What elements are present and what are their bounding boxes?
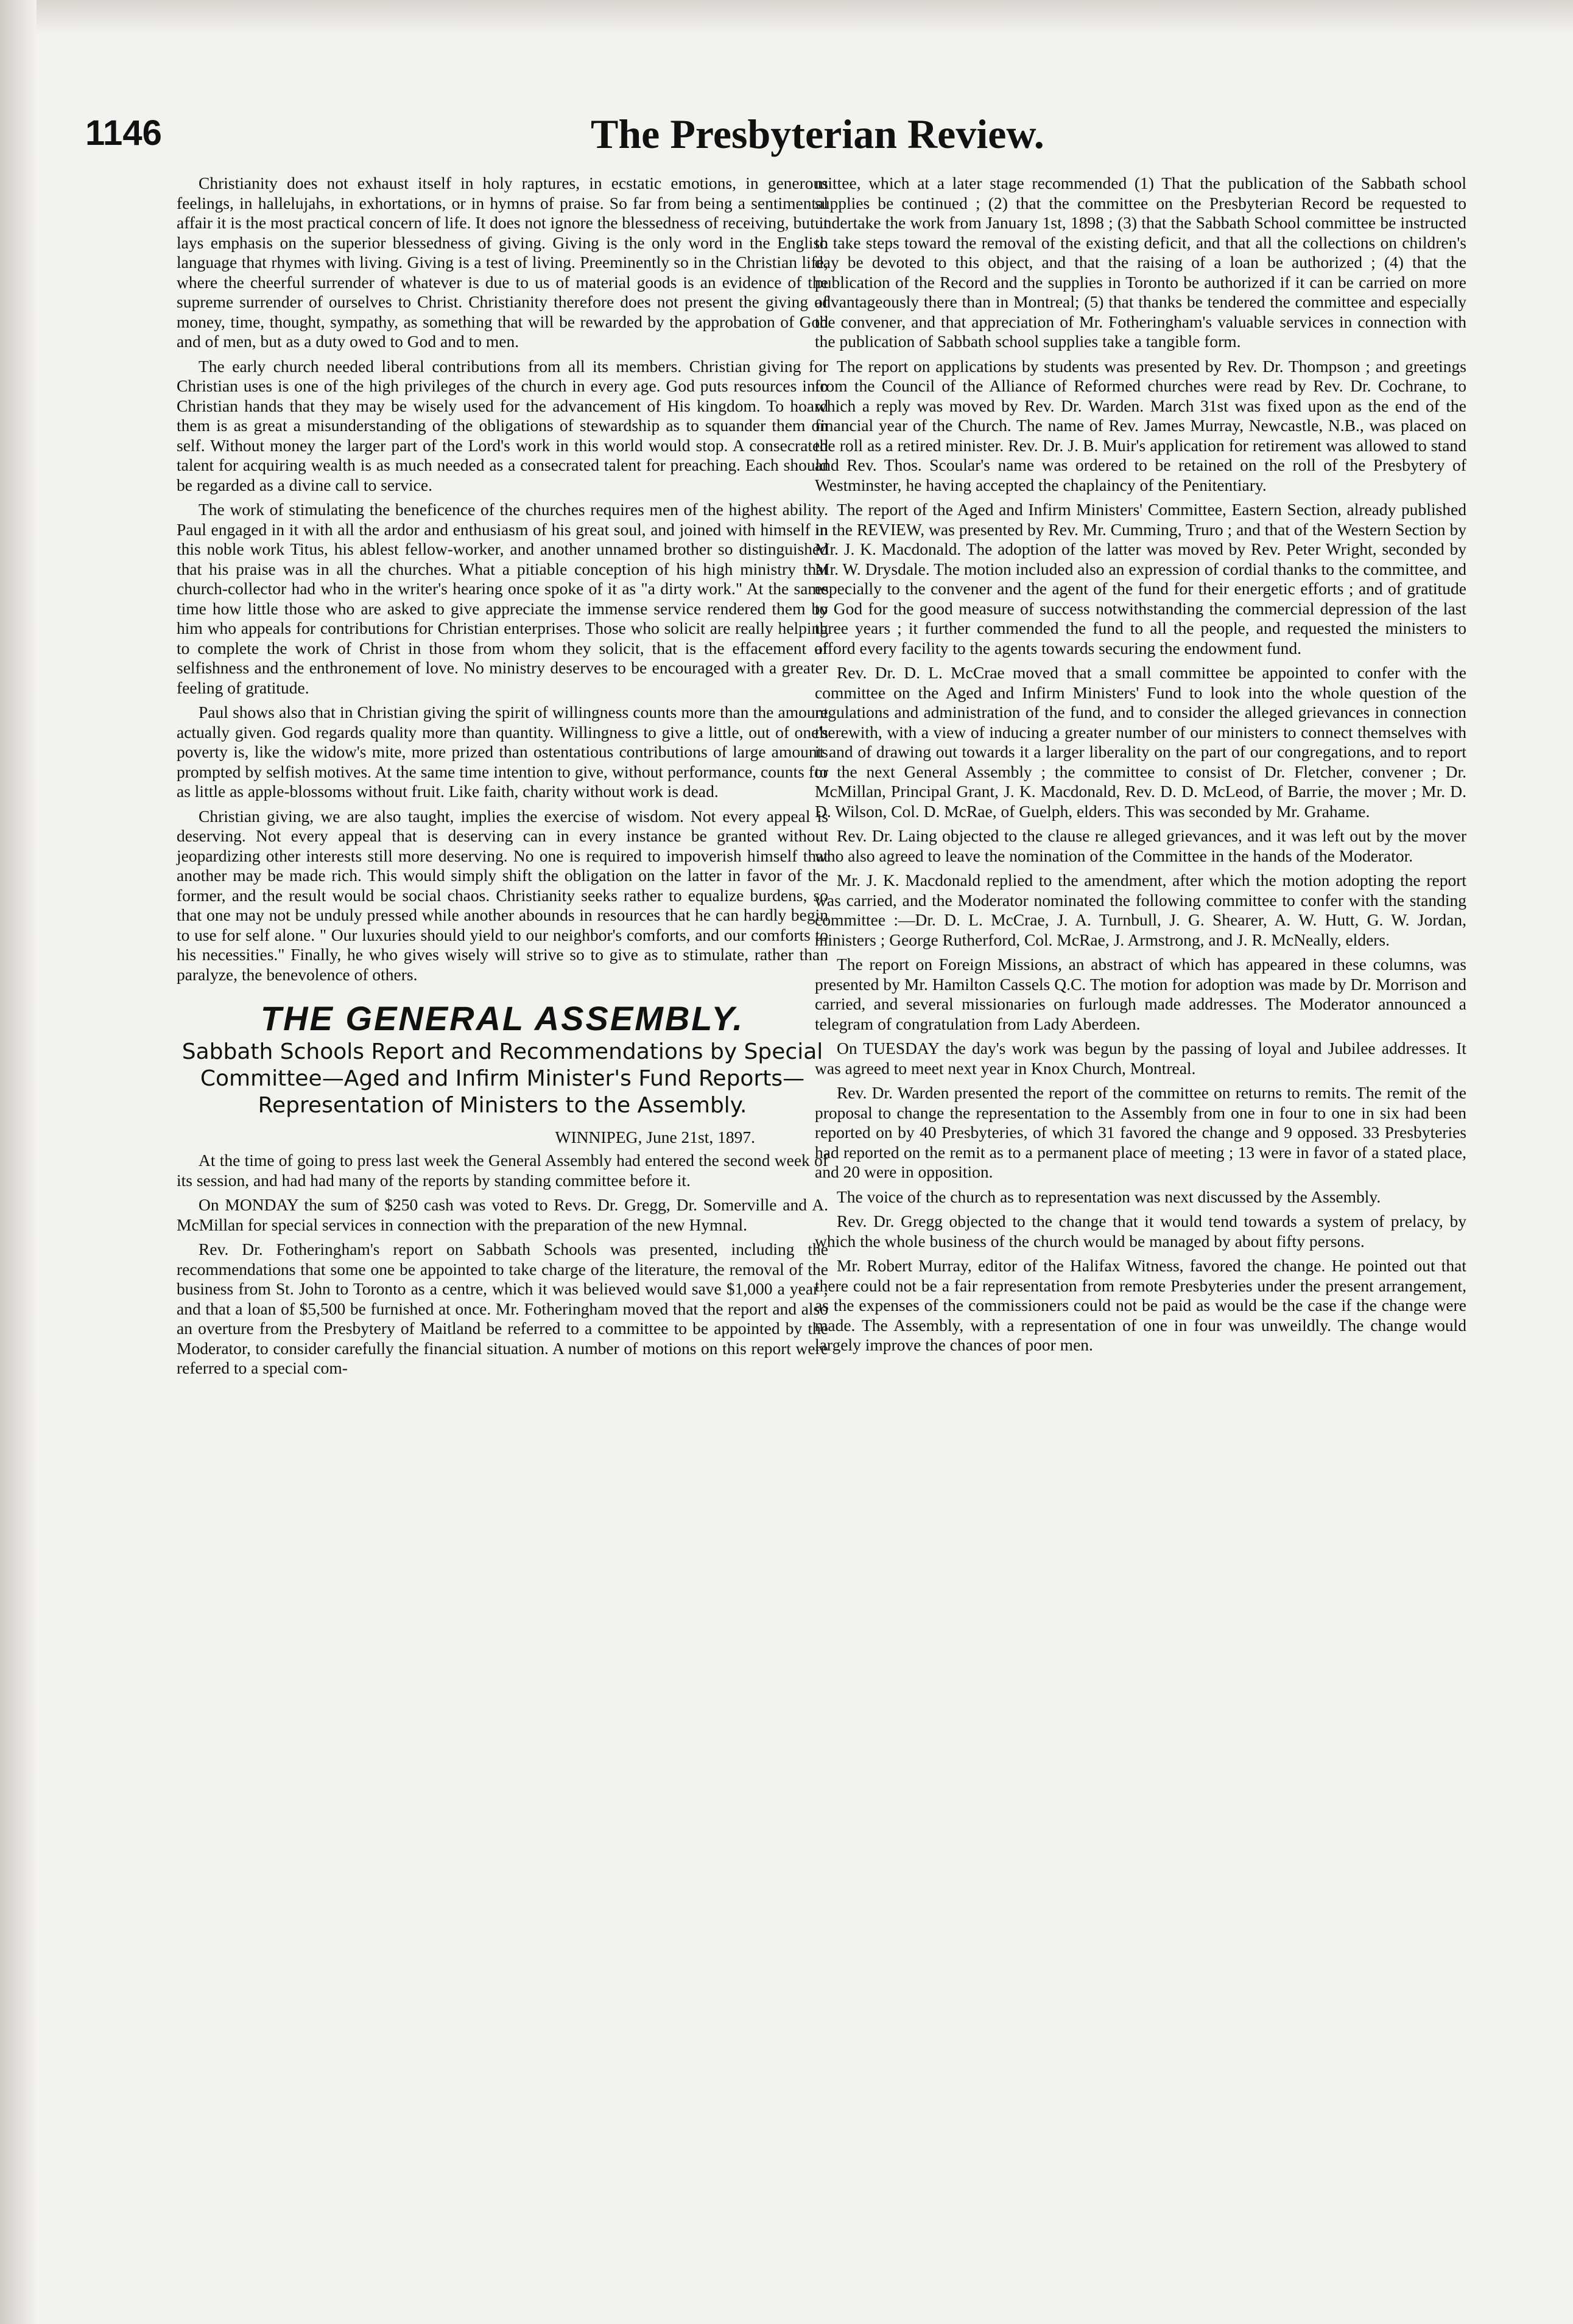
article-paragraph: Mr. J. K. Macdonald replied to the amendment, after which the motion adopting the report was carried, and the Moderator nominated the following committee to confer with the standing committee :—Dr. D. L. McCrae, J. A. Turnbull, J. G. Shearer, A. W. Hutt, G. W. Jordan, ministers ; George Rutherford, Col. McRae, J. Armstrong, and J. R. McNeally, elders. bbox=[815, 871, 1466, 949]
article-paragraph: On TUESDAY the day's work was begun by the passing of loyal and Jubilee addresses. It was agreed to meet next year in Knox Church, Montreal. bbox=[815, 1039, 1466, 1078]
article-paragraph: The work of stimulating the beneficence of the churches requires men of the highest ability. Paul engaged in it with all the ardor and enthusiasm of his great soul, and joined with himself in this noble work Titus, his ablest fellow-worker, and another unnamed brother so distinguished that his praise was in all the churches. What a pitiable conception of his high ministry that church-collector had who in the writer's hearing once spoke of it as "a dirty work." At the same time how little those who are asked to give appreciate the immense service rendered them by him who appeals for contributions for Christian enterprises. Those who solicit are really helping to complete the work of Christ in those from whom they solicit, that is the effacement of selfishness and the enthronement of love. No ministry deserves to be encouraged with a greater feeling of gratitude. bbox=[177, 500, 828, 697]
page-binding-shadow bbox=[0, 0, 37, 2324]
article-paragraph: On MONDAY the sum of $250 cash was voted to Revs. Dr. Gregg, Dr. Somerville and A. McMillan for special services in connection with the preparation of the new Hymnal. bbox=[177, 1195, 828, 1234]
article-paragraph: Rev. Dr. Warden presented the report of the committee on returns to remits. The remit of the proposal to change the representation to the Assembly from one in four to one in six had been reported on by 40 Presbyteries, of which 31 favored the change and 9 opposed. 33 Presbyteries had reported on the remit as to a permanent place of meeting ; 13 were in favor of a stated place, and 20 were in opposition. bbox=[815, 1083, 1466, 1181]
right-column bbox=[815, 174, 1466, 1360]
article-paragraph: Rev. Dr. Fotheringham's report on Sabbath Schools was presented, including the recommendations that some one be appointed to take charge of the literature, the removal of the business from St. John to Toronto as a centre, which it was believed would save $1,000 a year ; and that a loan of $5,500 be furnished at once. Mr. Fotheringham moved that the report and also an overture from the Presbytery of Maitland be referred to a committee to be appointed by the Moderator, to consider carefully the financial situation. A number of motions on this report were referred to a special com- bbox=[177, 1240, 828, 1377]
article-paragraph: Rev. Dr. Laing objected to the clause re alleged grievances, and it was left out by the mover who also agreed to leave the nomination of the Committee in the hands of the Moderator. bbox=[815, 826, 1466, 865]
article-paragraph: The early church needed liberal contributions from all its members. Christian giving for Christian uses is one of the high privileges of the church in every age. God puts resources into Christian hands that they may be wisely used for the advancement of His kingdom. To hoard them is as great a misunderstanding of the obligations of stewardship as to squander them on self. Without money the larger part of the Lord's work in this world would stop. A consecrated talent for acquiring wealth is as much needed as a consecrated talent for preaching. Each should be regarded as a divine call to service. bbox=[177, 356, 828, 494]
section-heading: THE GENERAL ASSEMBLY. bbox=[260, 999, 745, 1037]
left-column bbox=[177, 174, 828, 1383]
article-paragraph: mittee, which at a later stage recommended (1) That the publication of the Sabbath school supplies be continued ; (2) that the committee on the Presbyterian Record be requested to undertake the work from January 1st, 1898 ; (3) that the Sabbath School committee be instructed to take steps toward the removal of the existing deficit, and that all the collections on children's day be devoted to this object, and that the raising of a loan be authorized ; (4) that the publication of the Record and the supplies in Toronto be authorized if it can be carried on more advantageously there than in Montreal; (5) that thanks be tendered the committee and especially the convener, and that appreciation of Mr. Fotheringham's valuable services in connection with the publication of Sabbath school supplies take a tangible form. bbox=[815, 174, 1466, 351]
article-paragraph: At the time of going to press last week the General Assembly had entered the second week of its session, and had had many of the reports by standing committee before it. bbox=[177, 1151, 828, 1190]
article-paragraph: Christianity does not exhaust itself in holy raptures, in ecstatic emotions, in generous feelings, in hallelujahs, in exhortations, or in hymns of praise. So far from being a sentimental affair it is the most practical concern of life. It does not ignore the blessedness of receiving, but it lays emphasis on the superior blessedness of giving. Giving is the only word in the English language that rhymes with living. Giving is a test of living. Preeminently so in the Christian life, where the cheerful surrender of whatever is due to us of material goods is an evidence of the supreme surrender of ourselves to Christ. Christianity therefore does not present the giving of money, time, thought, sympathy, as something that will be rewarded by the approbation of God and of men, but as a duty owed to God and to men. bbox=[177, 174, 828, 351]
article-paragraph: Rev. Dr. D. L. McCrae moved that a small committee be appointed to confer with the committee on the Aged and Infirm Ministers' Fund to look into the whole question of the regulations and administration of the fund, and to consider the alleged grievances in connection therewith, with a view of inducing a greater number of our ministers to connect themselves with it and of drawing out towards it a larger liberality on the part of our congregations, and to report to the next General Assembly ; the committee to consist of Dr. Fletcher, convener ; Dr. McMillan, Principal Grant, J. K. Macdonald, Rev. D. D. McLeod, of Barrie, the mover ; Mr. D. D. Wilson, Col. D. McRae, of Guelph, elders. This was seconded by Mr. Grahame. bbox=[815, 663, 1466, 821]
article-paragraph: Mr. Robert Murray, editor of the Halifax Witness, favored the change. He pointed out that there could not be a fair representation from remote Presbyteries under the present arrangement, as the expenses of the commissioners could not be paid as would be the case if the change were made. The Assembly, with a representation of one in four was unweildly. The change would largely improve the chances of poor men. bbox=[815, 1256, 1466, 1354]
article-paragraph: The voice of the church as to representation was next discussed by the Assembly. bbox=[837, 1187, 1381, 1206]
article-paragraph: Christian giving, we are also taught, implies the exercise of wisdom. Not every appeal is deserving. Not every appeal that is deserving can in every instance be granted without jeopardizing other interests still more deserving. No one is required to impoverish himself that another may be made rich. This would simply shift the obligation on the latter in favor of the former, and the result would be social chaos. Christianity seeks rather to equalize burdens, so that one may not be unduly pressed while another abounds in resources that he can hardly begin to use for self alone. " Our luxuries should yield to our neighbor's comforts, and our comforts to his necessities." Finally, he who gives wisely will strive so to give as to stimulate, rather than paralyze, the benevolence of others. bbox=[177, 806, 828, 984]
page-header bbox=[85, 113, 1486, 167]
article-paragraph: The report on applications by students was presented by Rev. Dr. Thompson ; and greetings from the Council of the Alliance of Reformed churches were read by Rev. Dr. Cochrane, to which a reply was moved by Rev. Dr. Warden. March 31st was fixed upon as the end of the financial year of the Church. The name of Rev. James Murray, Newcastle, N.B., was placed on the roll as a retired minister. Rev. Dr. J. B. Muir's application for retirement was allowed to stand and Rev. Thos. Scoular's name was ordered to be retained on the roll of the Presbytery of Westminster, he having accepted the chaplaincy of the Penitentiary. bbox=[815, 356, 1466, 494]
article-paragraph: The report on Foreign Missions, an abstract of which has appeared in these columns, was presented by Mr. Hamilton Cassels Q.C. The motion for adoption was made by Dr. Morrison and carried, and several missionaries on furlough made addresses. The Moderator announced a telegram of congratulation from Lady Aberdeen. bbox=[815, 955, 1466, 1033]
article-paragraph: The report of the Aged and Infirm Ministers' Committee, Eastern Section, already published in the REVIEW, was presented by Rev. Mr. Cumming, Truro ; and that of the Western Section by Mr. J. K. Macdonald. The adoption of the latter was moved by Rev. Peter Wright, seconded by Mr. W. Drysdale. The motion included also an expression of cordial thanks to the committee, and especially to the convener and the agent of the fund for their energetic efforts ; and of gratitude to God for the good measure of success notwithstanding the commercial depression of the last three years ; it further commended the fund to all the people, and requested the ministers to afford every facility to the agents towards securing the endowment fund. bbox=[815, 500, 1466, 658]
journal-title: The Presbyterian Review. bbox=[591, 111, 1044, 157]
section-subheading: Sabbath Schools Report and Recommendations by Special Committee—Aged and Infirm Minister's Fund Reports—Representation of Ministers to the Assembly. bbox=[181, 1039, 823, 1118]
page-number: 1146 bbox=[85, 113, 162, 153]
dateline: WINNIPEG, June 21st, 1897. bbox=[555, 1127, 755, 1146]
page-edge-shadow bbox=[0, 0, 1573, 33]
article-paragraph: Rev. Dr. Gregg objected to the change that it would tend towards a system of prelacy, by which the whole business of the church would be managed by about fifty persons. bbox=[815, 1212, 1466, 1251]
article-paragraph: Paul shows also that in Christian giving the spirit of willingness counts more than the amount actually given. God regards quality more than quantity. Willingness to give a little, out of one's poverty is, like the widow's mite, more prized than ostentatious contributions of large amounts prompted by selfish motives. At the same time intention to give, without performance, counts for as little as apple-blossoms without fruit. Like faith, charity without work is dead. bbox=[177, 703, 828, 801]
